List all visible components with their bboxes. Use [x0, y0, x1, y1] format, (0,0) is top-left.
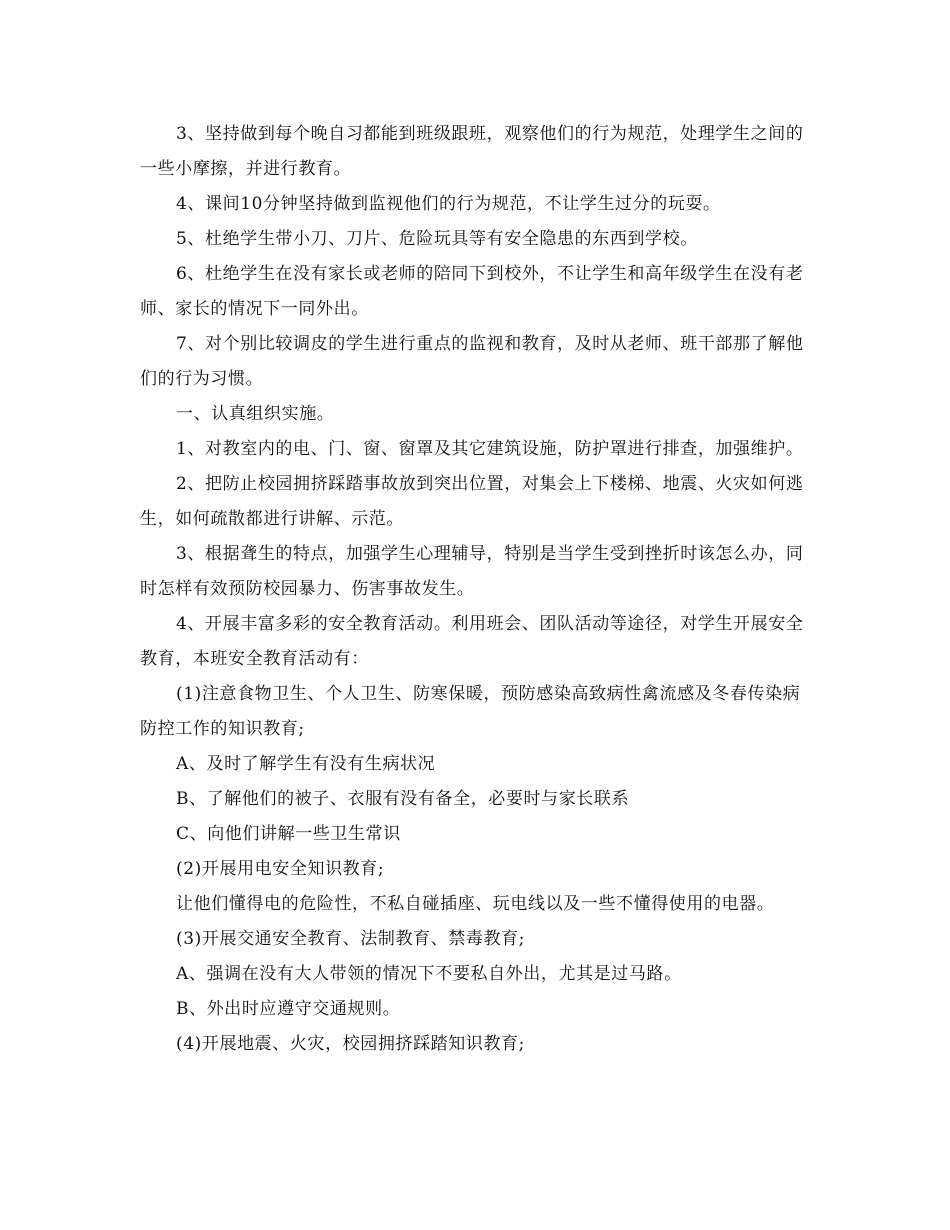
paragraph: B、外出时应遵守交通规则。: [176, 999, 401, 1019]
paragraph: 4、课间10分钟坚持做到监视他们的行为规范，不让学生过分的玩耍。: [176, 194, 721, 214]
paragraph: 4、开展丰富多彩的安全教育活动。利用班会、团队活动等途径，对学生开展安全教育，本班安全教育活动有：: [140, 614, 804, 669]
paragraph: 3、坚持做到每个晚自习都能到班级跟班，观察他们的行为规范，处理学生之间的一些小摩擦，并进行教育。: [140, 124, 804, 179]
paragraph: A、强调在没有大人带领的情况下不要私自外出，尤其是过马路。: [176, 964, 682, 984]
paragraph: C、向他们讲解一些卫生常识: [176, 824, 401, 844]
document-body: [140, 117, 812, 1062]
paragraph: 5、杜绝学生带小刀、刀片、危险玩具等有安全隐患的东西到学校。: [176, 229, 698, 249]
paragraph: (3)开展交通安全教育、法制教育、禁毒教育;: [176, 929, 526, 949]
paragraph: B、了解他们的被子、衣服有没有备全，必要时与家长联系: [176, 789, 630, 809]
paragraph: 1、对教室内的电、门、窗、窗罩及其它建筑设施，防护罩进行排查，加强维护。: [176, 439, 804, 459]
section-heading: 一、认真组织实施。: [176, 404, 335, 424]
paragraph: 2、把防止校园拥挤踩踏事故放到突出位置，对集会上下楼梯、地震、火灾如何逃生，如何疏散都进行讲解、示范。: [140, 474, 804, 529]
paragraph: 7、对个别比较调皮的学生进行重点的监视和教育，及时从老师、班干部那了解他们的行为习惯。: [140, 334, 804, 389]
paragraph: A、及时了解学生有没有生病状况: [176, 754, 436, 774]
paragraph: 让他们懂得电的危险性，不私自碰插座、玩电线以及一些不懂得使用的电器。: [176, 894, 775, 914]
paragraph: (2)开展用电安全知识教育;: [176, 859, 385, 879]
paragraph: (1)注意食物卫生、个人卫生、防寒保暖，预防感染高致病性禽流感及冬春传染病防控工作的知识教育;: [140, 684, 801, 739]
paragraph: (4)开展地震、火灾，校园拥挤踩踏知识教育;: [176, 1034, 526, 1054]
paragraph: 6、杜绝学生在没有家长或老师的陪同下到校外，不让学生和高年级学生在没有老师、家长的情况下一同外出。: [140, 264, 804, 319]
paragraph: 3、根据聋生的特点，加强学生心理辅导，特别是当学生受到挫折时该怎么办，同时怎样有效预防校园暴力、伤害事故发生。: [140, 544, 804, 599]
